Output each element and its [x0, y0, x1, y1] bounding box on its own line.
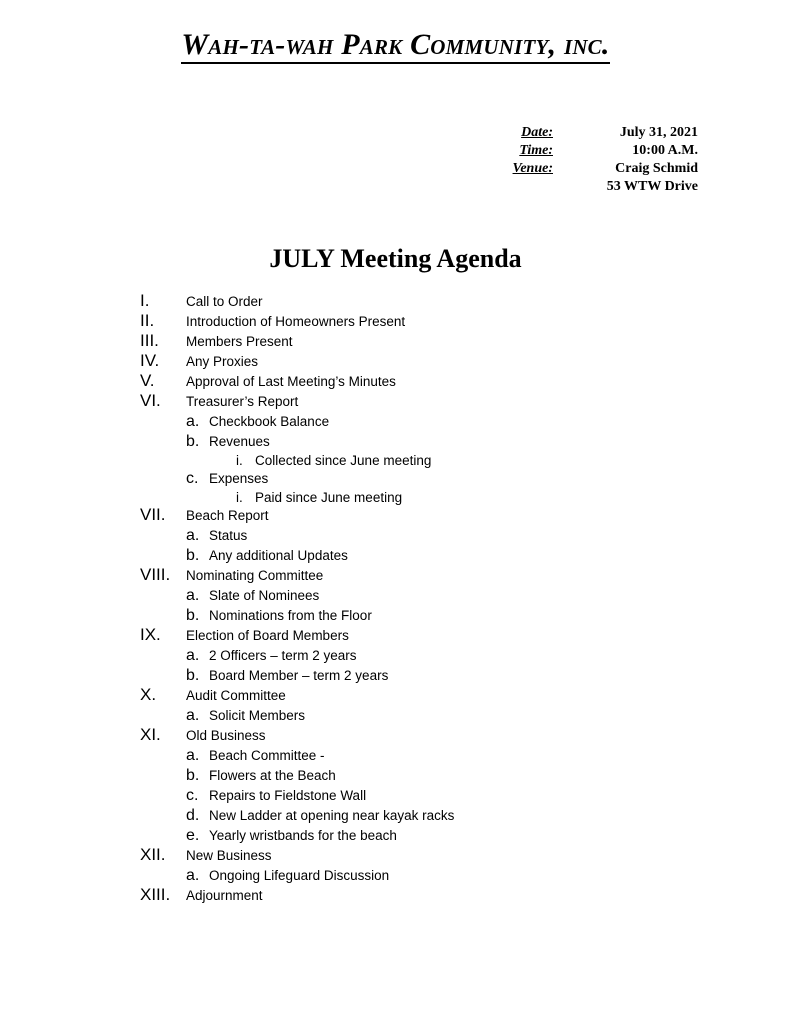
agenda-subsubitem: i. Collected since June meeting [236, 453, 432, 468]
venue-address: 53 WTW Drive [606, 179, 698, 194]
agenda-subitem: e. Yearly wristbands for the beach [186, 827, 397, 844]
agenda-item: V. Approval of Last Meeting’s Minutes [140, 371, 396, 390]
organization-title: Wah-ta-wah Park Community, inc. [0, 28, 791, 62]
agenda-subitem: b. Nominations from the Floor [186, 607, 372, 624]
time-label: Time: [519, 143, 553, 158]
agenda-item: VII. Beach Report [140, 505, 269, 524]
agenda-title: JULY Meeting Agenda [269, 244, 522, 273]
meeting-time: 10:00 A.M. [632, 143, 698, 158]
agenda-list [140, 292, 740, 906]
agenda-item: VIII. Nominating Committee [140, 565, 324, 584]
agenda-item: IV. Any Proxies [140, 351, 259, 370]
agenda-item: X. Audit Committee [140, 685, 286, 704]
agenda-item: XIII. Adjournment [140, 885, 263, 904]
agenda-item: I. Call to Order [140, 291, 263, 310]
agenda-subsubitem: i. Paid since June meeting [236, 490, 403, 505]
meeting-info-labels [505, 124, 553, 178]
agenda-subitem: c. Repairs to Fieldstone Wall [186, 787, 367, 804]
agenda-item: VI. Treasurer’s Report [140, 391, 299, 410]
venue-label: Venue: [512, 161, 553, 176]
agenda-subitem: b. Board Member – term 2 years [186, 667, 389, 684]
venue-name: Craig Schmid [615, 161, 698, 176]
agenda-item: XII. New Business [140, 845, 272, 864]
agenda-subitem: a. Checkbook Balance [186, 413, 330, 430]
agenda-item: XI. Old Business [140, 725, 266, 744]
agenda-subitem: d. New Ladder at opening near kayak racks [186, 807, 455, 824]
agenda-subitem: b. Any additional Updates [186, 547, 348, 564]
date-label: Date: [521, 125, 553, 140]
agenda-subitem: a. Solicit Members [186, 707, 306, 724]
agenda-subitem: b. Flowers at the Beach [186, 767, 336, 784]
agenda-item: II. Introduction of Homeowners Present [140, 311, 406, 330]
agenda-subitem: a. Beach Committee - [186, 747, 325, 764]
meeting-info-values [560, 124, 698, 196]
agenda-subitem: a. Status [186, 527, 248, 544]
meeting-date: July 31, 2021 [619, 125, 698, 140]
agenda-item: III. Members Present [140, 331, 293, 350]
agenda-subitem: a. Slate of Nominees [186, 587, 320, 604]
agenda-item: IX. Election of Board Members [140, 625, 349, 644]
agenda-subitem: b. Revenues [186, 433, 270, 450]
agenda-subitem: a. 2 Officers – term 2 years [186, 647, 357, 664]
agenda-subitem: a. Ongoing Lifeguard Discussion [186, 867, 390, 884]
agenda-subitem: c. Expenses [186, 470, 269, 487]
